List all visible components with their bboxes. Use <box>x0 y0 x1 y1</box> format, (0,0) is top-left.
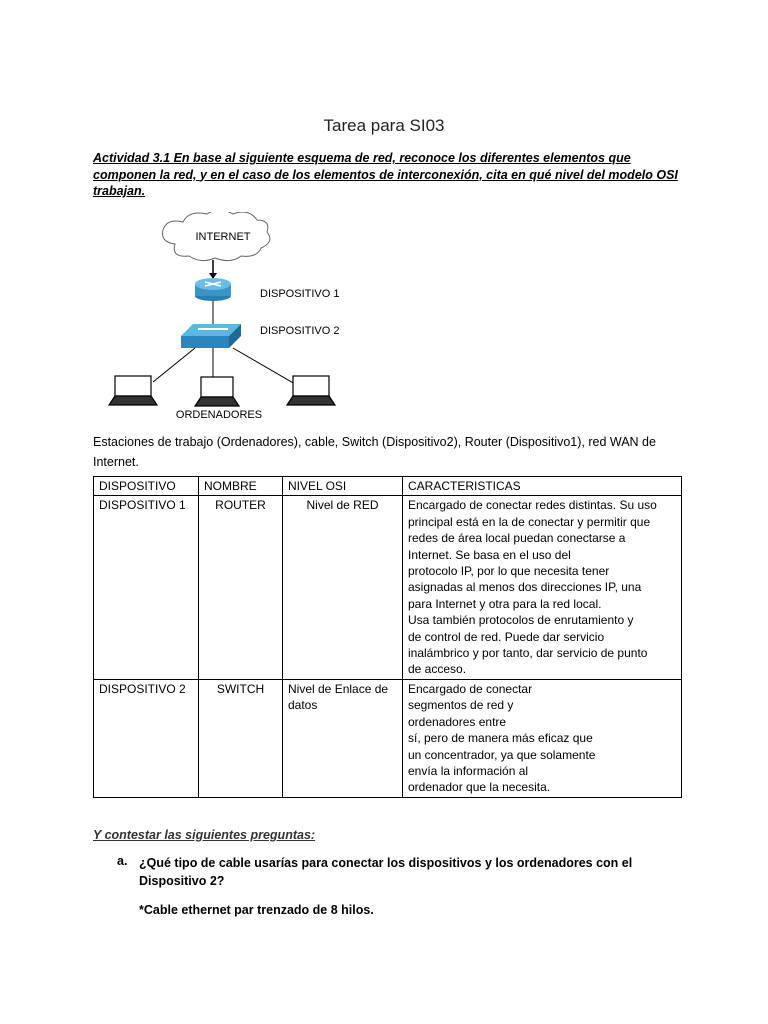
header-cell: NOMBRE <box>199 477 283 496</box>
features-cell <box>403 496 682 679</box>
switch-icon <box>181 324 241 348</box>
features-line: ordenadores entre <box>408 714 507 729</box>
table-header-row <box>94 477 682 496</box>
features-line: de acceso. <box>408 662 467 677</box>
header-cell: NIVEL OSI <box>283 477 403 496</box>
table-row <box>94 679 682 797</box>
name-cell: ROUTER <box>199 496 283 679</box>
router-icon <box>195 278 231 301</box>
osi-cell: Nivel de Enlace de datos <box>283 679 403 797</box>
features-cell <box>403 679 682 797</box>
network-diagram <box>95 212 395 427</box>
table-row <box>94 496 682 679</box>
features-line: principal está en la de conectar y permitir que <box>408 514 651 529</box>
laptop-icon <box>109 376 335 406</box>
summary-text: Estaciones de trabajo (Ordenadores), cable, Switch (Dispositivo2), Router (Dispositivo1), red WAN de Internet. <box>93 435 656 469</box>
activity-heading: Actividad 3.1 En base al siguiente esquema de red, reconoce los diferentes elementos que componen la red, y en el caso de los elementos de interconexión, cita en qué nivel del modelo OSI trabajan. <box>93 151 678 198</box>
device-cell: DISPOSITIVO 2 <box>94 679 199 797</box>
features-line: sí, pero de manera más eficaz que <box>408 731 593 746</box>
header-cell: DISPOSITIVO <box>94 477 199 496</box>
questions-heading: Y contestar las siguientes preguntas: <box>93 828 316 842</box>
features-line: inalámbrico y por tanto, dar servicio de punto <box>408 646 648 661</box>
features-line: para Internet y otra para la red local. <box>408 596 602 611</box>
answer-text: *Cable ethernet par trenzado de 8 hilos. <box>139 903 374 917</box>
features-line: Usa también protocolos de enrutamiento y <box>408 613 634 628</box>
device-cell: DISPOSITIVO 1 <box>94 496 199 679</box>
question-marker: a. <box>117 854 128 868</box>
internet-label: INTERNET <box>195 231 251 243</box>
question-text: ¿Qué tipo de cable usarías para conectar los dispositivos y los ordenadores con el Dispositivo 2? <box>139 856 633 888</box>
features-line: segmentos de red y <box>408 698 514 713</box>
header-cell: CARACTERISTICAS <box>403 477 682 496</box>
features-line: ordenador que la necesita. <box>408 780 551 795</box>
features-line: un concentrador, ya que solamente <box>408 747 596 762</box>
osi-cell: Nivel de RED <box>283 496 403 679</box>
features-line: redes de área local puedan conectarse a <box>408 531 626 546</box>
device1-label: DISPOSITIVO 1 <box>260 288 340 300</box>
features-line: protocolo IP, por lo que necesita tener <box>408 564 610 579</box>
features-line: asignadas al menos dos direcciones IP, una <box>408 580 642 595</box>
name-cell: SWITCH <box>199 679 283 797</box>
computers-label: ORDENADORES <box>175 409 263 421</box>
features-line: de control de red. Puede dar servicio <box>408 629 605 644</box>
features-line: Encargado de conectar <box>408 681 533 696</box>
features-line: Internet. Se basa en el uso del <box>408 547 571 562</box>
page-title: Tarea para SI03 <box>323 116 445 135</box>
device2-label: DISPOSITIVO 2 <box>260 325 340 337</box>
devices-table <box>93 476 682 798</box>
features-line: Encargado de conectar redes distintas. Su uso <box>408 498 657 513</box>
features-line: envía la información al <box>408 763 529 778</box>
